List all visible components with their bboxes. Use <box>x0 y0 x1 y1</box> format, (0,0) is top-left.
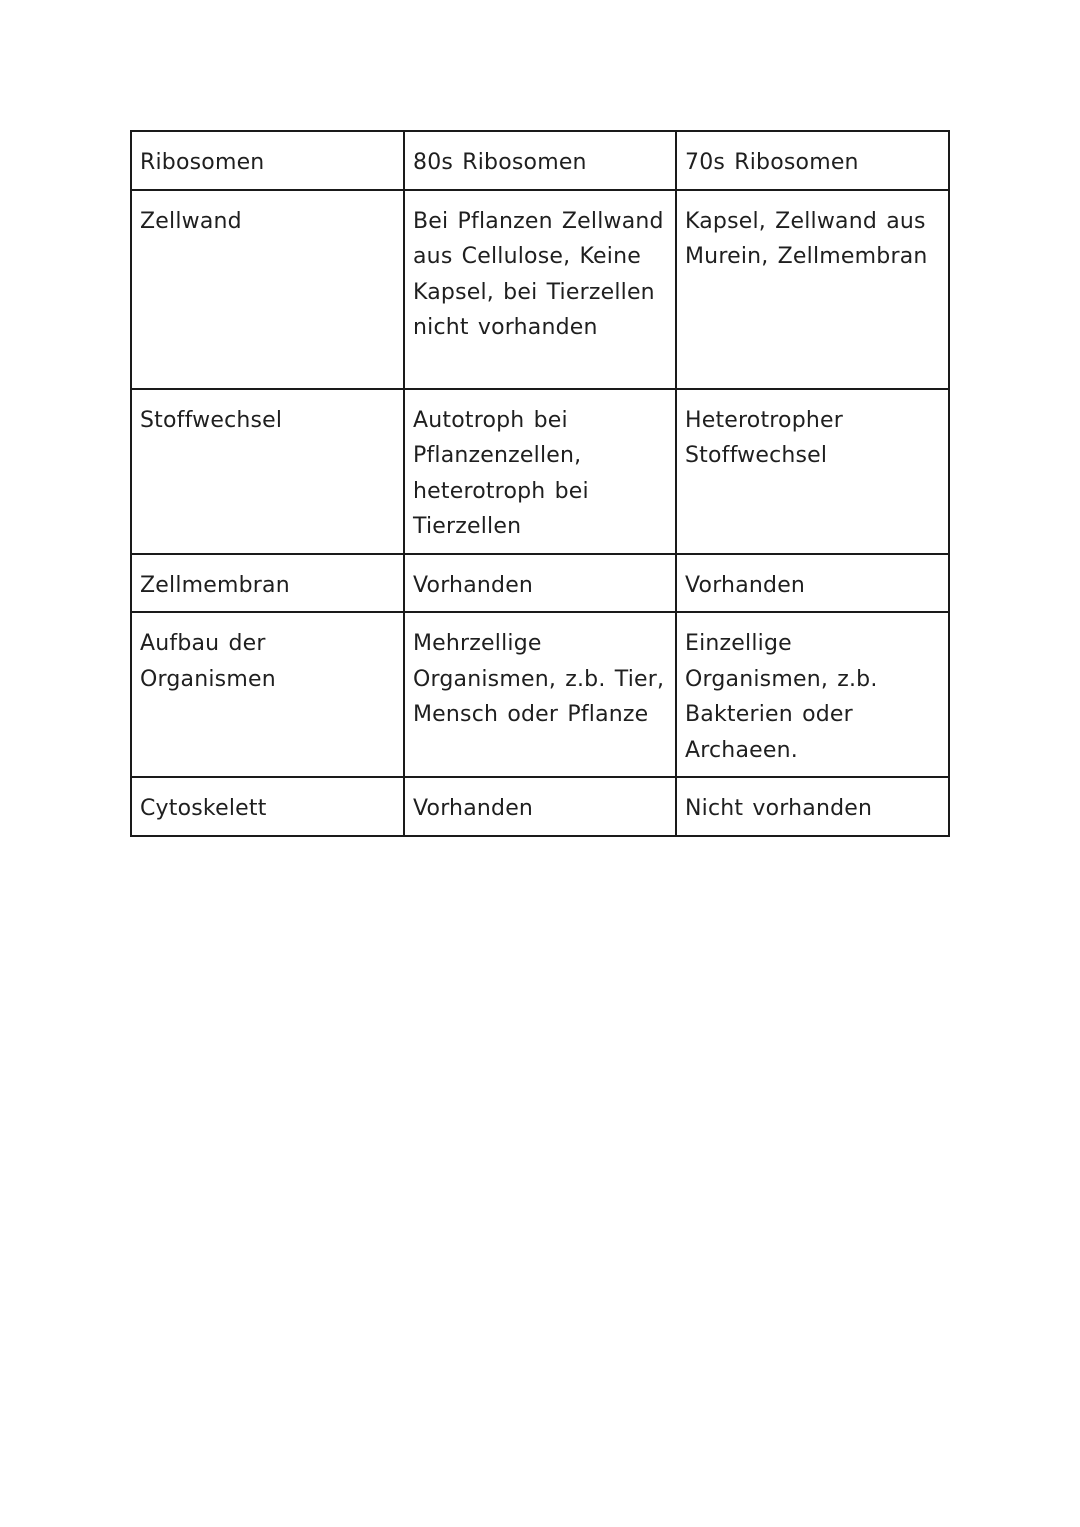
eukaryote-cell: Vorhanden <box>404 777 676 836</box>
prokaryote-cell: Vorhanden <box>676 554 949 613</box>
table-row <box>131 190 949 389</box>
eukaryote-cell: 80s Ribosomen <box>404 131 676 190</box>
table-row <box>131 389 949 554</box>
comparison-table <box>130 130 950 837</box>
row-label-cell: Cytoskelett <box>131 777 404 836</box>
eukaryote-cell: Mehrzellige Organismen, z.b. Tier, Mensch oder Pflanze <box>404 612 676 777</box>
table-row <box>131 131 949 190</box>
eukaryote-cell: Bei Pflanzen Zellwand aus Cellulose, Keine Kapsel, bei Tierzellen nicht vorhanden <box>404 190 676 389</box>
row-label-cell: Stoffwechsel <box>131 389 404 554</box>
table-row <box>131 554 949 613</box>
prokaryote-cell: 70s Ribosomen <box>676 131 949 190</box>
row-label-cell: Zellwand <box>131 190 404 389</box>
prokaryote-cell: Kapsel, Zellwand aus Murein, Zellmembran <box>676 190 949 389</box>
prokaryote-cell: Nicht vorhanden <box>676 777 949 836</box>
prokaryote-cell: Einzellige Organismen, z.b. Bakterien oder Archaeen. <box>676 612 949 777</box>
prokaryote-cell: Heterotropher Stoffwechsel <box>676 389 949 554</box>
table-row <box>131 612 949 777</box>
row-label-cell: Ribosomen <box>131 131 404 190</box>
row-label-cell: Aufbau der Organismen <box>131 612 404 777</box>
eukaryote-cell: Autotroph bei Pflanzenzellen, heterotroph bei Tierzellen <box>404 389 676 554</box>
eukaryote-cell: Vorhanden <box>404 554 676 613</box>
row-label-cell: Zellmembran <box>131 554 404 613</box>
table-row <box>131 777 949 836</box>
